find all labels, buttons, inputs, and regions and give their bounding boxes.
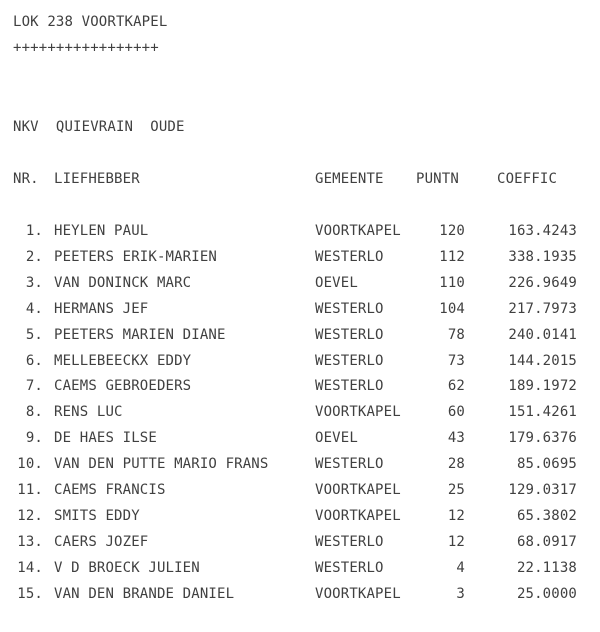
row-gemeente: VOORTKAPEL — [315, 507, 401, 524]
row-coeffic: 179.6376 — [508, 430, 577, 447]
row-punten: 62 — [447, 378, 465, 395]
row-number: 15. — [17, 585, 43, 602]
row-gemeente: WESTERLO — [315, 248, 384, 265]
row-liefhebber: RENS LUC — [54, 404, 123, 421]
row-gemeente: WESTERLO — [315, 456, 384, 473]
col-gemeente-header: GEMEENTE — [315, 171, 384, 187]
table-row — [13, 454, 593, 474]
row-coeffic: 189.1972 — [508, 378, 577, 395]
row-liefhebber: PEETERS ERIK-MARIEN — [54, 248, 217, 265]
row-coeffic: 151.4261 — [508, 404, 577, 421]
row-punten: 120 — [439, 223, 465, 239]
table-row — [13, 428, 593, 448]
row-gemeente: WESTERLO — [315, 559, 384, 576]
row-coeffic: 65.3802 — [516, 507, 577, 524]
row-gemeente: VOORTKAPEL — [315, 482, 401, 498]
table-row — [13, 351, 593, 371]
row-punten: 12 — [447, 507, 465, 524]
row-number: 5. — [25, 326, 43, 343]
row-punten: 60 — [447, 404, 465, 421]
row-liefhebber: V D BROECK JULIEN — [54, 559, 200, 576]
row-number: 9. — [25, 430, 43, 447]
row-number: 3. — [25, 274, 43, 291]
row-number: 1. — [25, 223, 43, 239]
row-gemeente: OEVEL — [315, 430, 358, 447]
row-liefhebber: HERMANS JEF — [54, 300, 149, 317]
row-liefhebber: DE HAES ILSE — [54, 430, 157, 447]
row-coeffic: 25.0000 — [516, 585, 577, 602]
table-row — [13, 325, 593, 345]
document-title: LOK 238 VOORTKAPEL — [13, 14, 168, 30]
table-row — [13, 221, 593, 241]
row-gemeente: VOORTKAPEL — [315, 223, 401, 239]
row-coeffic: 85.0695 — [516, 456, 577, 473]
table-row — [13, 402, 593, 422]
row-gemeente: WESTERLO — [315, 300, 384, 317]
row-punten: 25 — [447, 482, 465, 498]
row-punten: 104 — [439, 300, 465, 317]
table-row — [13, 584, 593, 604]
row-liefhebber: SMITS EDDY — [54, 507, 140, 524]
row-liefhebber: HEYLEN PAUL — [54, 223, 149, 239]
row-punten: 12 — [447, 533, 465, 550]
row-gemeente: WESTERLO — [315, 378, 384, 395]
col-liefhebber-header: LIEFHEBBER — [54, 171, 140, 187]
table-row — [13, 247, 593, 267]
table-row — [13, 506, 593, 526]
row-number: 8. — [25, 404, 43, 421]
row-coeffic: 144.2015 — [508, 352, 577, 369]
table-row — [13, 480, 593, 500]
table-row — [13, 532, 593, 552]
row-punten: 28 — [447, 456, 465, 473]
row-gemeente: VOORTKAPEL — [315, 404, 401, 421]
row-punten: 110 — [439, 274, 465, 291]
row-punten: 73 — [447, 352, 465, 369]
row-gemeente: WESTERLO — [315, 533, 384, 550]
row-punten: 112 — [439, 248, 465, 265]
race-name: NKV QUIEVRAIN OUDE — [13, 119, 185, 135]
row-number: 12. — [17, 507, 43, 524]
table-row — [13, 299, 593, 319]
row-number: 2. — [25, 248, 43, 265]
row-number: 11. — [17, 482, 43, 498]
row-liefhebber: VAN DONINCK MARC — [54, 274, 192, 291]
row-liefhebber: CAEMS GEBROEDERS — [54, 378, 192, 395]
row-liefhebber: MELLEBEECKX EDDY — [54, 352, 192, 369]
row-number: 6. — [25, 352, 43, 369]
row-coeffic: 226.9649 — [508, 274, 577, 291]
title-separator: +++++++++++++++++ — [13, 40, 159, 56]
table-row — [13, 558, 593, 578]
row-coeffic: 163.4243 — [508, 223, 577, 239]
row-punten: 4 — [456, 559, 465, 576]
row-coeffic: 129.0317 — [508, 482, 577, 498]
row-gemeente: VOORTKAPEL — [315, 585, 401, 602]
row-coeffic: 217.7973 — [508, 300, 577, 317]
row-number: 7. — [25, 378, 43, 395]
row-coeffic: 22.1138 — [516, 559, 577, 576]
row-coeffic: 240.0141 — [508, 326, 577, 343]
row-number: 10. — [17, 456, 43, 473]
row-number: 4. — [25, 300, 43, 317]
row-liefhebber: CAEMS FRANCIS — [54, 482, 166, 498]
table-row — [13, 273, 593, 293]
row-punten: 78 — [447, 326, 465, 343]
row-liefhebber: VAN DEN PUTTE MARIO FRANS — [54, 456, 269, 473]
row-gemeente: OEVEL — [315, 274, 358, 291]
row-number: 14. — [17, 559, 43, 576]
row-punten: 43 — [447, 430, 465, 447]
row-gemeente: WESTERLO — [315, 326, 384, 343]
col-nr-header: NR. — [13, 171, 39, 187]
row-liefhebber: VAN DEN BRANDE DANIEL — [54, 585, 235, 602]
table-header — [13, 169, 593, 189]
row-liefhebber: CAERS JOZEF — [54, 533, 149, 550]
row-punten: 3 — [456, 585, 465, 602]
row-gemeente: WESTERLO — [315, 352, 384, 369]
row-number: 13. — [17, 533, 43, 550]
row-liefhebber: PEETERS MARIEN DIANE — [54, 326, 226, 343]
table-row — [13, 376, 593, 396]
row-coeffic: 338.1935 — [508, 248, 577, 265]
col-puntn-header: PUNTN — [416, 171, 459, 187]
row-coeffic: 68.0917 — [516, 533, 577, 550]
col-coeffic-header: COEFFIC — [497, 171, 558, 187]
